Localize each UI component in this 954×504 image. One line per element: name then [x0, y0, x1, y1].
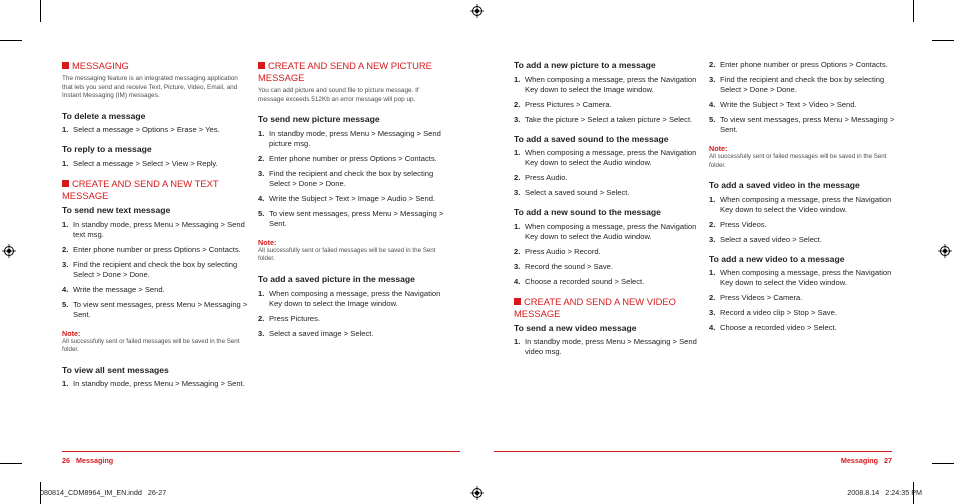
subheading: To reply to a message: [62, 144, 152, 155]
red-square-icon: [62, 62, 69, 69]
step-text: Take the picture > Select a taken picture > Select.: [525, 114, 693, 124]
subheading: To view all sent messages: [62, 364, 169, 375]
subheading: To send new picture message: [258, 114, 380, 125]
step-text: Write the Subject > Text > Image > Audio > Send.: [269, 193, 436, 203]
step-text: When composing a message, press the Navigation Key down to select the Audio window.: [525, 148, 697, 168]
step-number: 2.: [514, 246, 521, 256]
subheading: To send a new video message: [514, 322, 637, 333]
subheading: To send new text message: [62, 204, 171, 215]
subheading: To add a saved video in the message: [709, 180, 860, 191]
registration-mark-icon: [470, 486, 484, 500]
step-number: 3.: [258, 328, 265, 338]
crop-mark: [913, 0, 914, 22]
step-text: Select a message > Options > Erase > Yes.: [73, 125, 220, 135]
step-item: [514, 148, 702, 168]
step-item: [62, 220, 250, 240]
step-text: Press Videos > Camera.: [720, 293, 803, 303]
step-text: Enter phone number or press Options > Contacts.: [269, 153, 437, 163]
step-text: When composing a message, press the Navigation Key down to select the Image window.: [525, 74, 697, 94]
step-item: [62, 260, 250, 280]
step-item: [62, 245, 250, 255]
step-text: Select a message > Select > View > Reply.: [73, 158, 218, 168]
section-title: [514, 296, 702, 320]
step-item: [709, 323, 897, 333]
registration-mark-icon: [2, 244, 16, 258]
step-text: Record a video clip > Stop > Save.: [720, 308, 837, 318]
subheading: To add a new video to a message: [709, 253, 845, 264]
step-number: 1.: [709, 268, 716, 278]
step-item: [514, 277, 702, 287]
step-text: Find the recipient and check the box by selecting Select > Done > Done.: [269, 168, 434, 188]
step-number: 1.: [514, 148, 521, 158]
registration-mark-icon: [938, 244, 952, 258]
page-footer-right: Messaging 27: [840, 456, 892, 465]
step-text: Select a saved sound > Select.: [525, 188, 630, 198]
step-item: [709, 235, 897, 245]
section-title-text: MESSAGING: [72, 60, 129, 71]
subheading: To add a saved picture in the message: [258, 273, 415, 284]
step-number: 5.: [709, 115, 716, 124]
step-number: 4.: [709, 323, 716, 333]
crop-mark: [0, 463, 22, 464]
step-number: 2.: [709, 60, 716, 69]
step-item: [709, 293, 897, 303]
column-3: [514, 60, 702, 366]
note-text: All successfully sent or failed messages will be saved in the Sent folder.: [62, 337, 240, 354]
step-number: 3.: [514, 261, 521, 271]
step-number: 2.: [258, 153, 265, 163]
step-number: 2.: [258, 313, 265, 323]
step-text: Record the sound > Save.: [525, 261, 614, 271]
step-item: [709, 75, 897, 95]
red-square-icon: [514, 298, 521, 305]
step-number: 1.: [709, 194, 716, 204]
step-number: 3.: [514, 114, 521, 124]
crop-mark: [932, 463, 954, 464]
step-item: [709, 100, 897, 110]
step-number: 5.: [258, 208, 265, 218]
step-item: [62, 379, 250, 389]
step-text: Find the recipient and check the box by selecting Select > Done > Done.: [720, 75, 885, 94]
section-title: [258, 60, 446, 84]
step-number: 3.: [514, 188, 521, 198]
red-square-icon: [62, 180, 69, 187]
step-list: [709, 268, 897, 333]
step-text: To view sent messages, press Menu > Messaging > Sent.: [73, 299, 248, 319]
step-item: [709, 115, 897, 135]
step-item: [62, 300, 250, 320]
step-number: 3.: [709, 75, 716, 84]
step-number: 4.: [709, 100, 716, 109]
step-text: When composing a message, press the Navigation Key down to select the Video window.: [720, 268, 892, 288]
step-text: To view sent messages, press Menu > Messaging > Sent.: [720, 115, 895, 134]
step-text: Press Audio.: [525, 173, 568, 183]
step-text: When composing a message, press the Navigation Key down to select the Audio window.: [525, 221, 697, 241]
registration-mark-icon: [470, 4, 484, 18]
red-square-icon: [258, 62, 265, 69]
step-list: [709, 195, 897, 245]
step-number: 1.: [514, 337, 521, 347]
step-list: [62, 379, 250, 389]
step-text: Select a saved video > Select.: [720, 234, 822, 244]
note-label: Note:: [709, 144, 728, 153]
step-item: [709, 195, 897, 215]
crop-mark: [40, 0, 41, 22]
crop-mark: [0, 40, 22, 41]
step-item: [62, 159, 250, 169]
step-list: [514, 337, 702, 357]
step-item: [514, 173, 702, 183]
step-text: When composing a message, press the Navigation Key down to select the Video window.: [720, 194, 892, 214]
step-text: In standby mode, press Menu > Messaging > Sent.: [73, 379, 245, 389]
section-title: [62, 178, 250, 202]
subheading: To delete a message: [62, 110, 146, 121]
step-number: 2.: [514, 99, 521, 109]
step-text: When composing a message, press the Navigation Key down to select the Image window.: [269, 288, 441, 308]
step-item: [514, 262, 702, 272]
step-number: 3.: [709, 308, 716, 318]
step-text: Enter phone number or press Options > Contacts.: [720, 60, 888, 69]
section-title-text: CREATE AND SEND A NEW PICTURE MESSAGE: [258, 60, 432, 83]
step-text: Enter phone number or press Options > Contacts.: [73, 244, 241, 254]
footer-rule-left: [62, 451, 460, 452]
section-title-text: CREATE AND SEND A NEW TEXT MESSAGE: [62, 177, 219, 201]
step-item: [709, 268, 897, 288]
step-item: [258, 129, 446, 149]
step-item: [514, 337, 702, 357]
step-item: [62, 125, 250, 135]
step-number: 1.: [258, 128, 265, 138]
step-number: 3.: [258, 168, 265, 178]
section-intro: The messaging feature is an integrated messaging application that lets you send and receive Text, Picture, Video, Email, and Instant Messaging (IM) messages.: [62, 75, 238, 100]
section-title-text: CREATE AND SEND A NEW VIDEO MESSAGE: [514, 295, 676, 319]
step-number: 1.: [62, 158, 69, 168]
step-number: 1.: [258, 288, 265, 298]
step-item: [258, 289, 446, 309]
step-text: To view sent messages, press Menu > Messaging > Sent.: [269, 208, 444, 228]
step-list: [62, 159, 250, 169]
step-item: [62, 285, 250, 295]
section-title: [62, 60, 250, 72]
step-number: 1.: [62, 379, 69, 389]
step-number: 3.: [709, 234, 716, 244]
step-item: [514, 247, 702, 257]
step-text: In standby mode, press Menu > Messaging > Send video msg.: [525, 337, 697, 357]
step-list: [514, 148, 702, 198]
step-number: 2.: [62, 244, 69, 254]
note-label: Note:: [258, 237, 277, 247]
subheading: To add a saved sound to the message: [514, 133, 669, 144]
step-number: 1.: [62, 219, 69, 229]
subheading: To add a new sound to the message: [514, 207, 661, 218]
subheading: To add a new picture to a message: [514, 60, 656, 70]
step-number: 4.: [514, 276, 521, 286]
slug-date: 2008.8.14 2:24:35 PM: [847, 488, 922, 497]
step-number: 1.: [514, 74, 521, 84]
column-4: [709, 60, 897, 342]
crop-mark: [932, 40, 954, 41]
step-text: Write the Subject > Text > Video > Send.: [720, 100, 857, 109]
step-text: Find the recipient and check the box by selecting Select > Done > Done.: [73, 259, 238, 279]
section-intro: You can add picture and sound file to picture message. If message exceeds 512Kb an error message will pop up.: [258, 87, 419, 103]
step-text: Choose a recorded sound > Select.: [525, 276, 645, 286]
step-number: 1.: [514, 221, 521, 231]
step-text: Select a saved image > Select.: [269, 328, 374, 338]
step-text: In standby mode, press Menu > Messaging > Send text msg.: [73, 219, 245, 239]
step-item: [258, 169, 446, 189]
step-item: [258, 194, 446, 204]
step-item: [709, 60, 897, 70]
step-number: 5.: [62, 299, 69, 309]
step-text: Press Videos.: [720, 219, 767, 229]
step-item: [514, 75, 702, 95]
note-text: All successfully sent or failed messages will be saved in the Sent folder.: [709, 153, 887, 169]
step-item: [258, 154, 446, 164]
step-item: [709, 308, 897, 318]
column-1: [62, 60, 250, 398]
step-list: [514, 222, 702, 287]
step-list: [709, 60, 897, 135]
step-text: Write the message > Send.: [73, 284, 165, 294]
step-text: Choose a recorded video > Select.: [720, 323, 837, 333]
step-list: [62, 220, 250, 320]
step-number: 2.: [709, 219, 716, 229]
note-text: All successfully sent or failed messages will be saved in the Sent folder.: [258, 246, 436, 263]
step-list: [514, 75, 702, 125]
step-item: [514, 115, 702, 125]
step-list: [62, 125, 250, 135]
step-item: [514, 188, 702, 198]
step-item: [709, 220, 897, 230]
step-number: 4.: [258, 193, 265, 203]
step-list: [258, 129, 446, 229]
footer-rule-right: [494, 451, 892, 452]
step-text: Press Audio > Record.: [525, 246, 601, 256]
step-text: Press Pictures > Camera.: [525, 99, 612, 109]
note-label: Note:: [62, 328, 81, 338]
step-number: 2.: [514, 173, 521, 183]
page-footer-left: 26 Messaging: [62, 456, 114, 465]
step-text: In standby mode, press Menu > Messaging > Send picture msg.: [269, 128, 441, 148]
step-number: 4.: [62, 284, 69, 294]
step-number: 3.: [62, 259, 69, 269]
step-text: Press Pictures.: [269, 313, 321, 323]
step-item: [514, 100, 702, 110]
step-item: [258, 209, 446, 229]
step-number: 2.: [709, 293, 716, 303]
step-list: [258, 289, 446, 339]
column-2: [258, 60, 446, 348]
step-number: 1.: [62, 125, 69, 135]
step-item: [514, 222, 702, 242]
slug-file: 080814_CDM8964_IM_EN.indd 26-27: [40, 488, 167, 497]
step-item: [258, 314, 446, 324]
step-item: [258, 329, 446, 339]
